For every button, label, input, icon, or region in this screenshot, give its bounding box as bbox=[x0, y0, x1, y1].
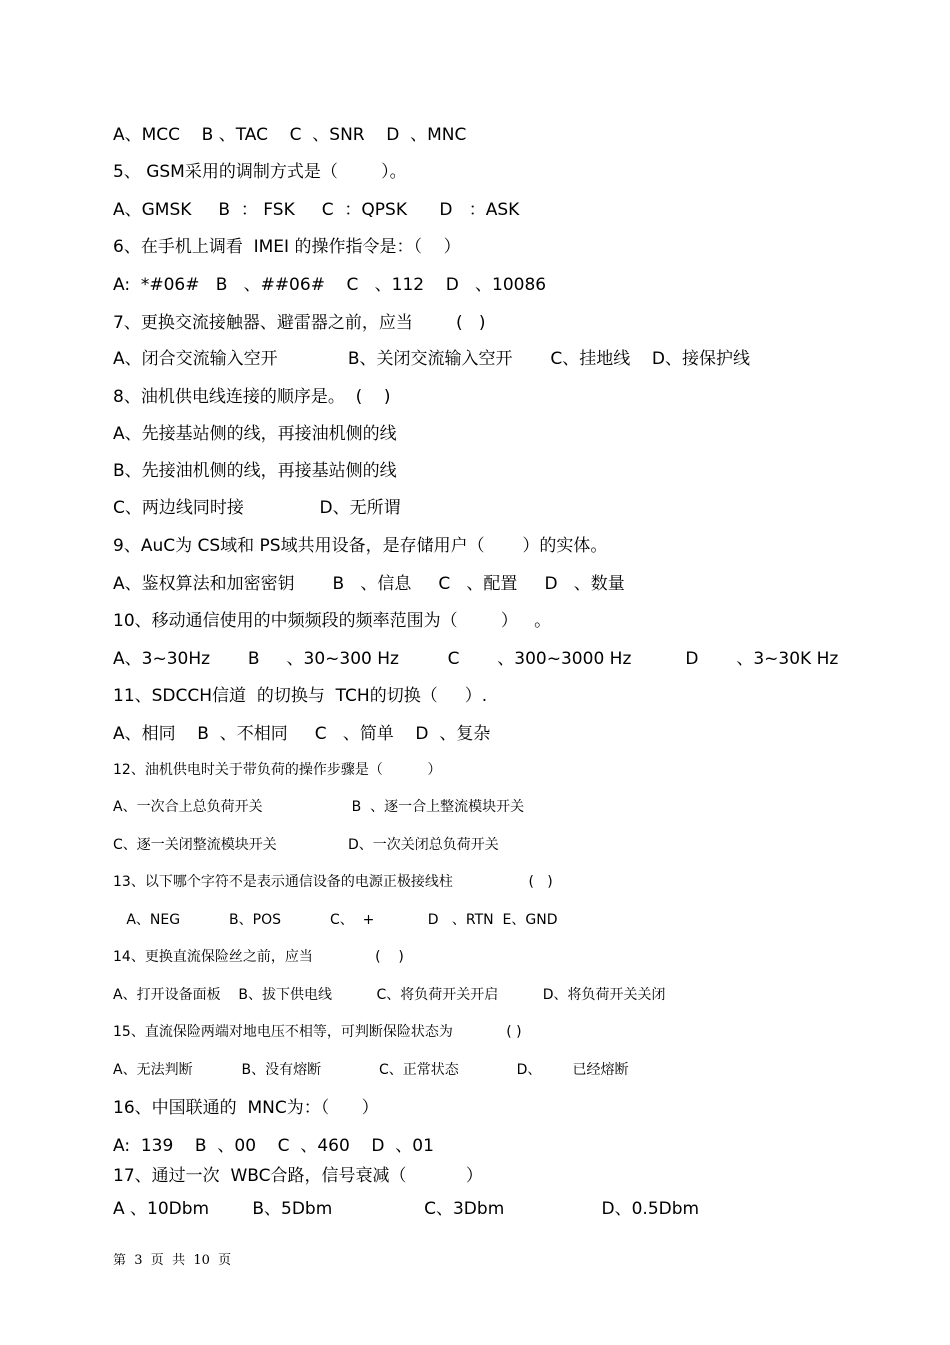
page-footer: 第 3 页 共 10 页 bbox=[113, 1253, 232, 1268]
q15-options: A、无法判断 B、没有熔断 C、正常状态 D、 已经熔断 bbox=[113, 1062, 629, 1078]
q7-options: A、闭合交流输入空开 B、关闭交流输入空开 C、挂地线 D、接保护线 bbox=[113, 349, 750, 369]
q6-options: A: *#06# B 、##06# C 、112 D 、10086 bbox=[113, 275, 547, 295]
q10-question: 10、移动通信使用的中频频段的频率范围为（ ） 。 bbox=[113, 611, 552, 631]
q4-options: A、MCC B 、TAC C 、SNR D 、MNC bbox=[113, 125, 467, 145]
q14-question: 14、更换直流保险丝之前，应当 ( ) bbox=[113, 949, 404, 965]
q8-options-cd: C、两边线同时接 D、无所谓 bbox=[113, 498, 401, 518]
q14-options: A、打开设备面板 B、拔下供电线 C、将负荷开关开启 D、将负荷开关关闭 bbox=[113, 987, 666, 1003]
q6-question: 6、在手机上调看 IMEI 的操作指令是：（ ） bbox=[113, 237, 461, 257]
q15-question: 15、直流保险两端对地电压不相等，可判断保险状态为 ( ) bbox=[113, 1024, 522, 1040]
q9-question: 9、AuC为 CS域和 PS域共用设备，是存储用户（ ）的实体。 bbox=[113, 536, 608, 556]
q5-options: A、GMSK B ： FSK C ：QPSK D ：ASK bbox=[113, 200, 520, 220]
q8-option-b: B、先接油机侧的线，再接基站侧的线 bbox=[113, 461, 397, 481]
q16-question: 16、中国联通的 MNC为：（ ） bbox=[113, 1098, 379, 1118]
q13-options: A、NEG B、POS C、 + D 、RTN E、GND bbox=[113, 912, 558, 928]
q12-options-ab: A、一次合上总负荷开关 B 、逐一合上整流模块开关 bbox=[113, 799, 525, 815]
q12-options-cd: C、逐一关闭整流模块开关 D、一次关闭总负荷开关 bbox=[113, 837, 499, 853]
q17-question: 17、通过一次 WBC合路，信号衰减（ ） bbox=[113, 1166, 483, 1186]
q16-options: A: 139 B 、00 C 、460 D 、01 bbox=[113, 1136, 434, 1156]
q12-question: 12、油机供电时关于带负荷的操作步骤是（ ） bbox=[113, 762, 442, 778]
q8-question: 8、油机供电线连接的顺序是。 ( ) bbox=[113, 387, 391, 407]
q11-question: 11、SDCCH信道 的切换与 TCH的切换（ ）. bbox=[113, 686, 488, 706]
q7-question: 7、更换交流接触器、避雷器之前，应当 ( ) bbox=[113, 313, 486, 333]
q10-options: A、3~30Hz B 、30~300 Hz C 、300~3000 Hz D 、3~30K Hz bbox=[113, 649, 839, 669]
q8-option-a: A、先接基站侧的线，再接油机侧的线 bbox=[113, 424, 397, 444]
q11-options: A、相同 B 、不相同 C 、简单 D 、复杂 bbox=[113, 724, 491, 744]
q13-question: 13、以下哪个字符不是表示通信设备的电源正极接线柱 ( ) bbox=[113, 874, 553, 890]
q17-options: A 、10Dbm B、5Dbm C、3Dbm D、0.5Dbm bbox=[113, 1199, 700, 1219]
q9-options: A、鉴权算法和加密密钥 B 、信息 C 、配置 D 、数量 bbox=[113, 574, 625, 594]
q5-question: 5、 GSM采用的调制方式是（ ）。 bbox=[113, 162, 407, 182]
